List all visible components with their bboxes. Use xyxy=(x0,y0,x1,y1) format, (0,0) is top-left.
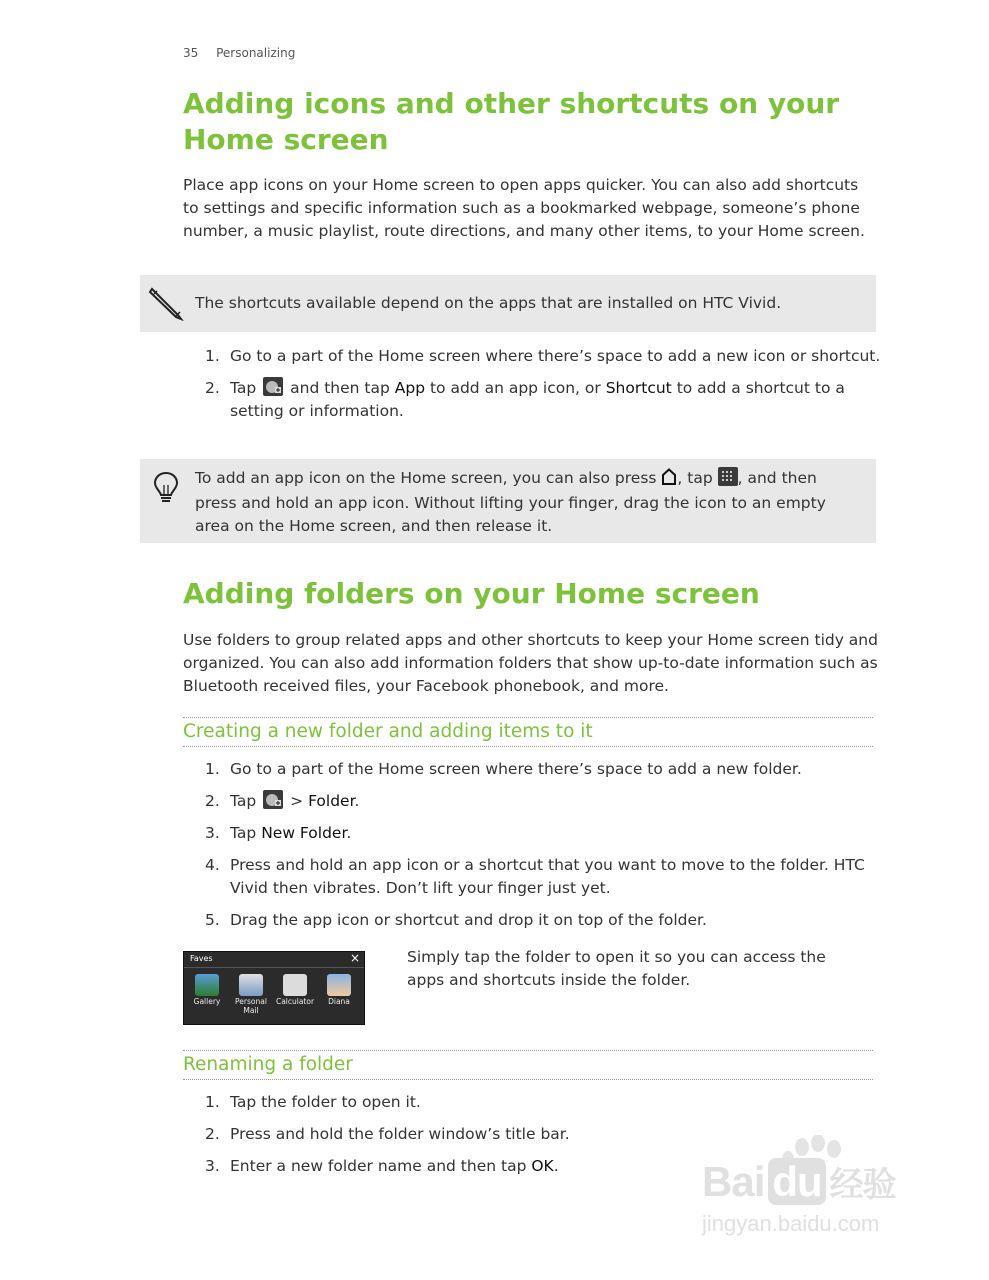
baidu-watermark: Bai du 经验 jingyan.baidu.com xyxy=(700,1135,940,1245)
section2-steps xyxy=(183,758,883,941)
list-item: 1. Go to a part of the Home screen where there’s space to add a new icon or shortcut. xyxy=(205,347,881,365)
add-to-home-icon xyxy=(263,377,283,396)
list-item: 1. Tap the folder to open it. xyxy=(205,1093,421,1111)
calculator-icon xyxy=(283,974,307,996)
page-header xyxy=(183,46,295,60)
subsection-title: Renaming a folder xyxy=(183,1050,873,1080)
folder-item-diana: Diana xyxy=(318,974,360,1007)
gallery-icon xyxy=(195,974,219,996)
pencil-icon xyxy=(148,285,184,325)
list-item: 2. Tap and then tap App to add an app icon, or Shortcut to add a shortcut to a setting or information. xyxy=(205,379,845,420)
section1-intro: Place app icons on your Home screen to open apps quicker. You can also add shortcuts to settings and specific information such as a bookmarked webpage, someone’s phone number, a music playlist, route directions, and many other items, to your Home screen. xyxy=(183,176,865,240)
folder-preview-image xyxy=(183,951,365,1025)
section1-steps xyxy=(183,345,883,432)
close-icon: × xyxy=(349,951,360,965)
home-key-icon xyxy=(661,468,677,492)
list-item: 4. Press and hold an app icon or a shortcut that you want to move to the folder. HTC Vivid then vibrates. Don’t lift your finger just yet. xyxy=(205,856,865,897)
page-number: 35 xyxy=(183,46,199,60)
list-item: 3. Enter a new folder name and then tap OK. xyxy=(205,1157,559,1175)
folder-item-gallery: Gallery xyxy=(186,974,228,1007)
section-name: Personalizing xyxy=(216,46,296,60)
section1-title: Adding icons and other shortcuts on your Home screen xyxy=(183,87,840,156)
contact-avatar-icon xyxy=(327,974,351,996)
list-item: 5. Drag the app icon or shortcut and drop it on top of the folder. xyxy=(205,911,707,929)
add-to-home-icon xyxy=(263,790,283,809)
subsection-title: Creating a new folder and adding items to it xyxy=(183,717,873,747)
list-item: 2. Press and hold the folder window’s title bar. xyxy=(205,1125,570,1143)
folder-title: Faves xyxy=(190,954,213,963)
note-text: The shortcuts available depend on the apps that are installed on HTC Vivid. xyxy=(195,294,782,312)
section2-intro: Use folders to group related apps and other shortcuts to keep your Home screen tidy and organized. You can also add information folders that show up-to-date information such as Bluetooth received files, your Facebook phonebook, and more. xyxy=(183,631,878,695)
folder-caption: Simply tap the folder to open it so you can access the apps and shortcuts inside the folder. xyxy=(407,948,826,989)
all-apps-icon xyxy=(718,467,738,486)
tip-text: To add an app icon on the Home screen, you can also press , tap , and then press and hold an app icon. Without lifting your finger, drag the icon to an empty area on the Home screen, and then release it. xyxy=(195,469,826,535)
note-box xyxy=(140,275,876,332)
section2-title: Adding folders on your Home screen xyxy=(183,577,760,610)
list-item: 2. Tap > Folder. xyxy=(205,792,360,810)
tip-box xyxy=(140,459,876,543)
mail-icon xyxy=(239,974,263,996)
lightbulb-icon xyxy=(152,471,180,509)
list-item: 1. Go to a part of the Home screen where there’s space to add a new folder. xyxy=(205,760,802,778)
list-item: 3. Tap New Folder. xyxy=(205,824,352,842)
folder-item-mail: Personal Mail xyxy=(230,974,272,1015)
folder-item-calculator: Calculator xyxy=(274,974,316,1007)
